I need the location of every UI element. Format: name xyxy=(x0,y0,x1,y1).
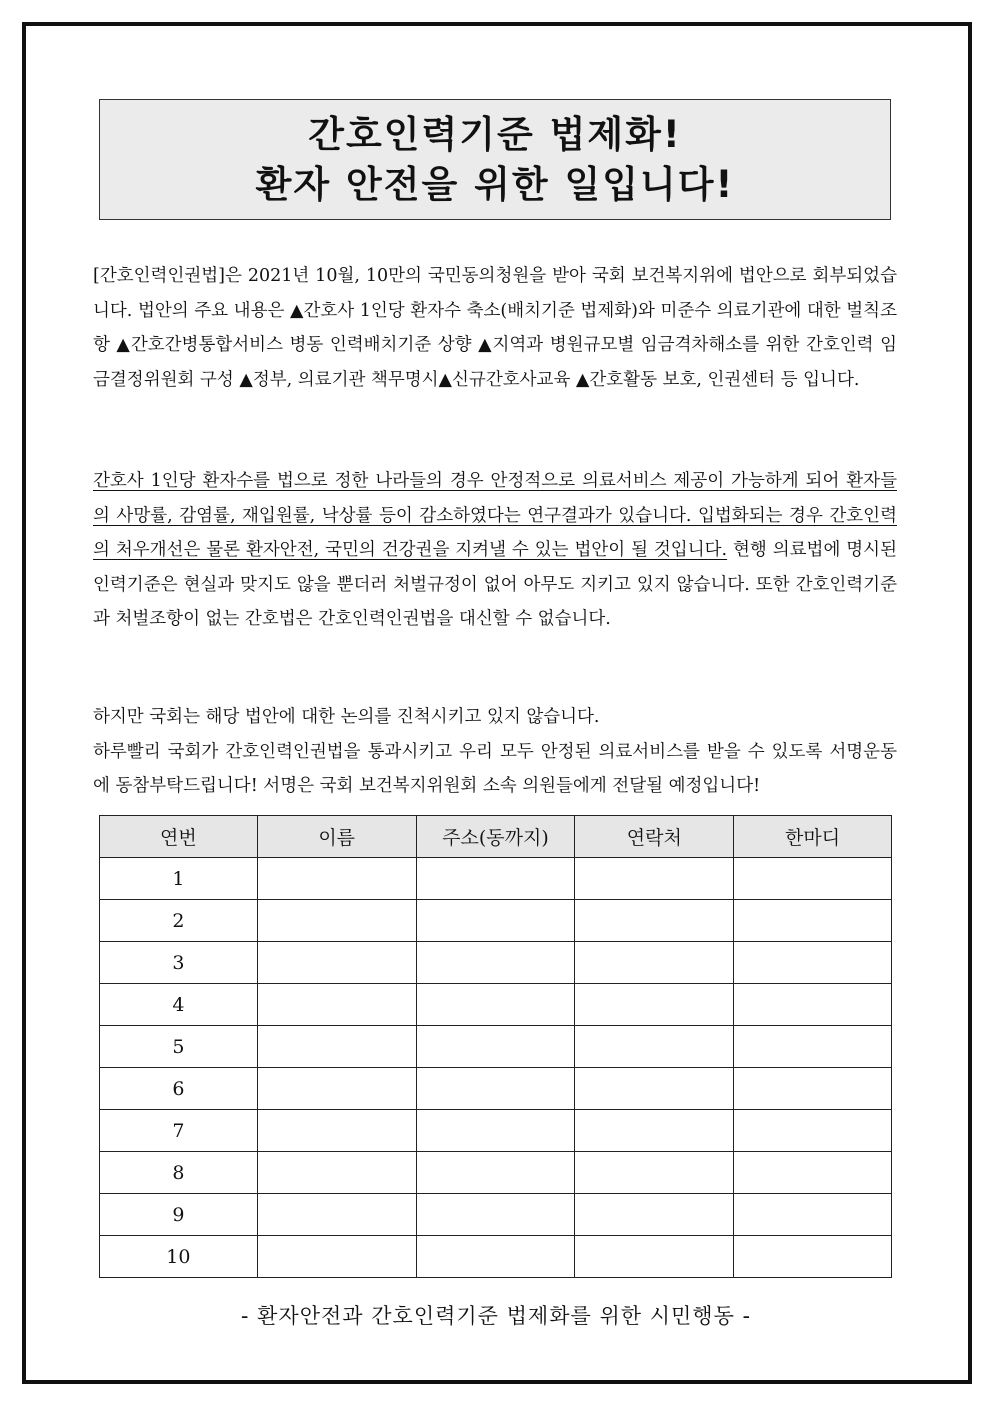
table-row xyxy=(100,984,892,1026)
row-number: 1 xyxy=(100,858,258,900)
row-number: 10 xyxy=(100,1236,258,1278)
contact-cell[interactable] xyxy=(575,900,734,942)
table-row xyxy=(100,942,892,984)
row-number: 9 xyxy=(100,1194,258,1236)
address-cell[interactable] xyxy=(416,1236,575,1278)
comment-cell[interactable] xyxy=(734,1026,892,1068)
contact-cell[interactable] xyxy=(575,1110,734,1152)
table-row xyxy=(100,858,892,900)
comment-cell[interactable] xyxy=(734,942,892,984)
header-number: 연번 xyxy=(100,816,258,858)
table-row xyxy=(100,900,892,942)
table-row xyxy=(100,1236,892,1278)
contact-cell[interactable] xyxy=(575,1068,734,1110)
contact-cell[interactable] xyxy=(575,1194,734,1236)
address-cell[interactable] xyxy=(416,1110,575,1152)
paragraph-appeal-line-1: 하지만 국회는 해당 법안에 대한 논의를 진척시키고 있지 않습니다. xyxy=(93,707,600,727)
contact-cell[interactable] xyxy=(575,984,734,1026)
signature-table-header xyxy=(100,816,892,858)
address-cell[interactable] xyxy=(416,1194,575,1236)
name-cell[interactable] xyxy=(257,1068,416,1110)
address-cell[interactable] xyxy=(416,1026,575,1068)
title-line-1: 간호인력기준 법제화! xyxy=(308,112,682,156)
name-cell[interactable] xyxy=(257,1152,416,1194)
header-address: 주소(동까지) xyxy=(416,816,575,858)
name-cell[interactable] xyxy=(257,858,416,900)
table-row xyxy=(100,1152,892,1194)
address-cell[interactable] xyxy=(416,900,575,942)
comment-cell[interactable] xyxy=(734,1152,892,1194)
address-cell[interactable] xyxy=(416,984,575,1026)
header-comment: 한마디 xyxy=(734,816,892,858)
contact-cell[interactable] xyxy=(575,1152,734,1194)
comment-cell[interactable] xyxy=(734,1068,892,1110)
title-line-2: 환자 안전을 위한 일입니다! xyxy=(255,162,735,206)
table-row xyxy=(100,1068,892,1110)
row-number: 7 xyxy=(100,1110,258,1152)
paragraph-research-rest: 현행 의료법에 명시된 인력기준은 현실과 맞지도 않을 뿐더러 처벌규정이 없어 아무도 지키고 있지 않습니다. 또한 간호인력기준과 처벌조항이 없는 간호법은 간호인력인권법을 대신할 수 없습니다. xyxy=(93,540,897,629)
comment-cell[interactable] xyxy=(734,1236,892,1278)
name-cell[interactable] xyxy=(257,1194,416,1236)
table-row xyxy=(100,1026,892,1068)
comment-cell[interactable] xyxy=(734,1110,892,1152)
paragraph-intro: [간호인력인권법]은 2021년 10월, 10만의 국민동의청원을 받아 국회 보건복지위에 법안으로 회부되었습니다. 법안의 주요 내용은 ▲간호사 1인당 환자수 축소(배치기준 법제화)와 미준수 의료기관에 대한 벌칙조항 ▲간호간병통합서비스 병동 인력배치기준 상향 ▲지역과 병원규모별 임금격차해소를 위한 간호인력 임금결정위원회 구성 ▲정부, 의료기관 책무명시▲신규간호사교육 ▲간호활동 보호, 인권센터 등 입니다. xyxy=(93,266,897,390)
comment-cell[interactable] xyxy=(734,900,892,942)
signature-table xyxy=(99,815,892,1278)
row-number: 6 xyxy=(100,1068,258,1110)
row-number: 4 xyxy=(100,984,258,1026)
footer-signature: - 환자안전과 간호인력기준 법제화를 위한 시민행동 - xyxy=(240,1304,752,1328)
comment-cell[interactable] xyxy=(734,984,892,1026)
comment-cell[interactable] xyxy=(734,858,892,900)
name-cell[interactable] xyxy=(257,984,416,1026)
header-name: 이름 xyxy=(257,816,416,858)
header-contact: 연락처 xyxy=(575,816,734,858)
row-number: 2 xyxy=(100,900,258,942)
row-number: 5 xyxy=(100,1026,258,1068)
name-cell[interactable] xyxy=(257,1236,416,1278)
contact-cell[interactable] xyxy=(575,942,734,984)
address-cell[interactable] xyxy=(416,858,575,900)
row-number: 8 xyxy=(100,1152,258,1194)
paragraph-appeal xyxy=(93,700,897,804)
name-cell[interactable] xyxy=(257,942,416,984)
address-cell[interactable] xyxy=(416,1068,575,1110)
paragraph-appeal-line-2: 하루빨리 국회가 간호인력인권법을 통과시키고 우리 모두 안정된 의료서비스를 받을 수 있도록 서명운동에 동참부탁드립니다! 서명은 국회 보건복지위원회 소속 의원들에게 전달될 예정입니다! xyxy=(93,741,897,796)
paragraph-research xyxy=(93,464,897,637)
address-cell[interactable] xyxy=(416,1152,575,1194)
title-box xyxy=(99,99,891,220)
contact-cell[interactable] xyxy=(575,858,734,900)
contact-cell[interactable] xyxy=(575,1236,734,1278)
paragraph-research-underlined: 간호사 1인당 환자수를 법으로 정한 나라들의 경우 안정적으로 의료서비스 제공이 가능하게 되어 환자들의 사망률, 감염률, 재입원률, 낙상률 등이 감소하였다는 연구결과가 있습니다. 입법화되는 경우 간호인력의 처우개선은 물론 환자안전, 국민의 건강권을 지켜낼 수 있는 법안이 될 것입니다. xyxy=(93,471,897,560)
name-cell[interactable] xyxy=(257,1026,416,1068)
contact-cell[interactable] xyxy=(575,1026,734,1068)
name-cell[interactable] xyxy=(257,1110,416,1152)
name-cell[interactable] xyxy=(257,900,416,942)
comment-cell[interactable] xyxy=(734,1194,892,1236)
table-row xyxy=(100,1194,892,1236)
table-row xyxy=(100,1110,892,1152)
address-cell[interactable] xyxy=(416,942,575,984)
row-number: 3 xyxy=(100,942,258,984)
